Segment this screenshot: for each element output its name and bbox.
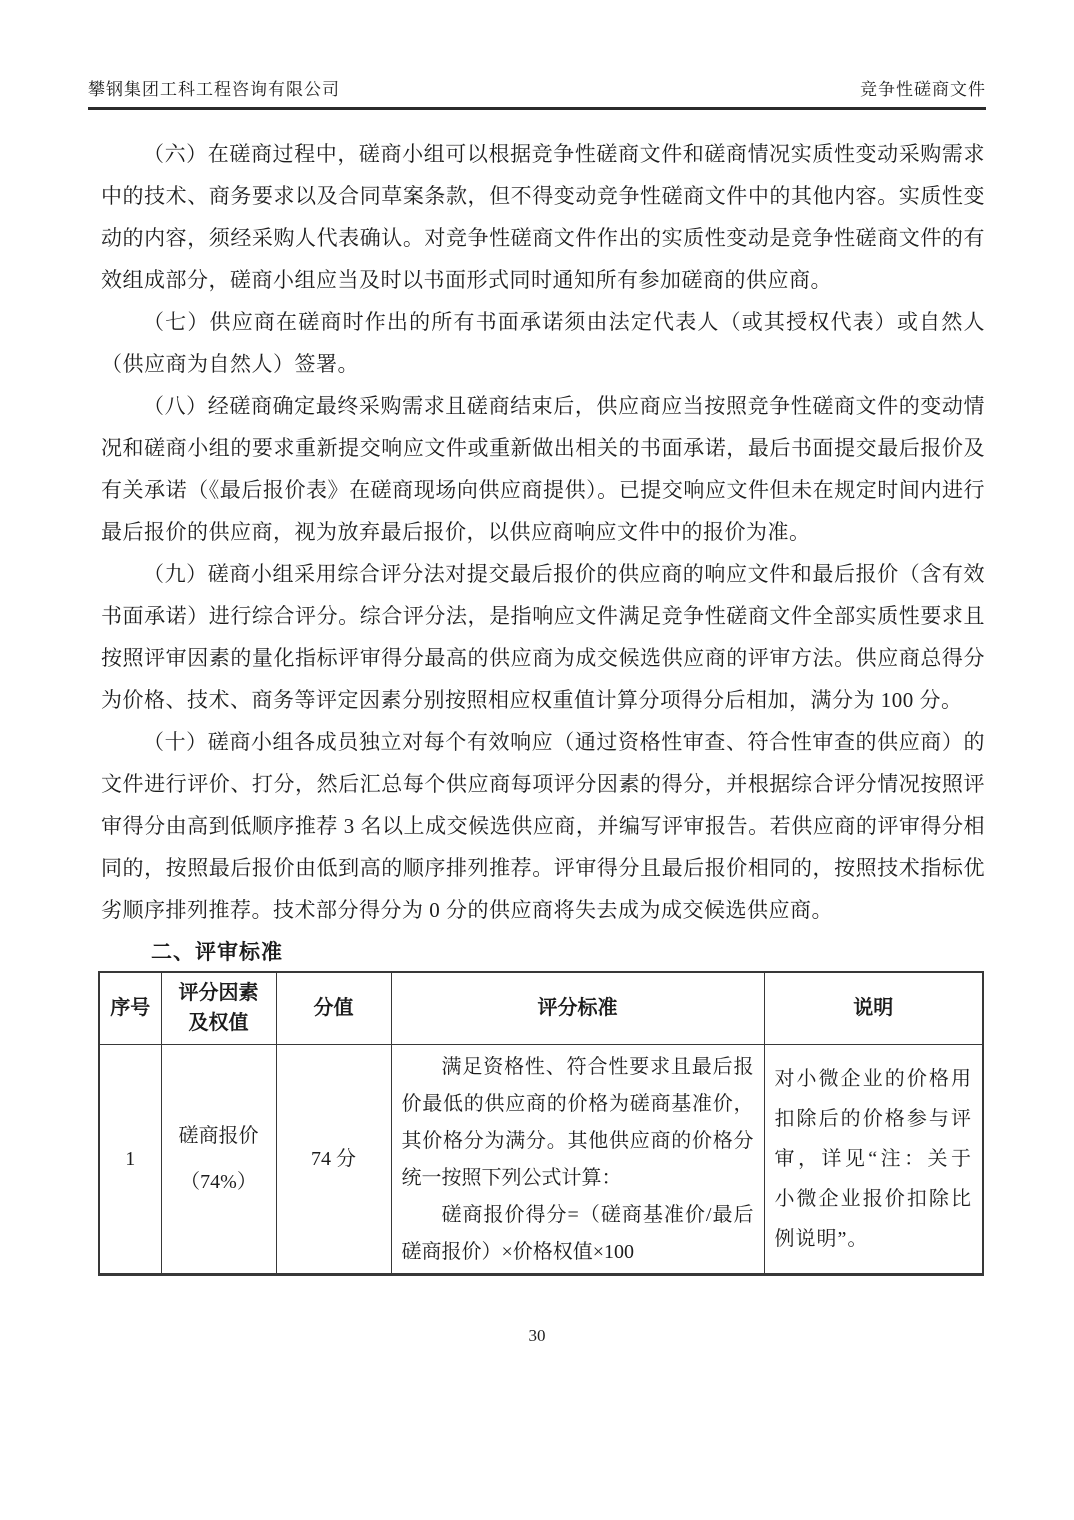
header-doc-title: 竞争性磋商文件 xyxy=(860,80,986,99)
column-header-criteria: 评分标准 xyxy=(391,972,764,1044)
row1-factor-line2: （74%） xyxy=(180,1170,257,1193)
column-header-seq: 序号 xyxy=(99,972,161,1044)
row1-factor xyxy=(161,1044,276,1274)
row1-factor-line1: 磋商报价 xyxy=(178,1124,259,1147)
paragraph-item-6: （六）在磋商过程中，磋商小组可以根据竞争性磋商文件和磋商情况实质性变动采购需求中的技术、商务要求以及合同草案条款，但不得变动竞争性磋商文件中的其他内容。实质性变动的内容，须经采购人代表确认。对竞争性磋商文件作出的实质性变动是竞争性磋商文件的有效组成部分，磋商小组应当及时以书面形式同时通知所有参加磋商的供应商。 xyxy=(101,142,985,292)
row1-seq: 1 xyxy=(99,1044,161,1274)
row1-score: 74 分 xyxy=(276,1044,391,1274)
paragraph-item-7: （七）供应商在磋商时作出的所有书面承诺须由法定代表人（或其授权代表）或自然人（供应商为自然人）签署。 xyxy=(101,310,985,376)
page-header xyxy=(88,78,986,102)
header-rule xyxy=(88,107,986,110)
table-row xyxy=(99,1044,983,1274)
evaluation-criteria-table xyxy=(98,971,984,1276)
page-number: 30 xyxy=(528,1325,546,1345)
row1-note-text: 对小微企业的价格用扣除后的价格参与评审，详见“注：关于小微企业报价扣除比例说明”。 xyxy=(774,1067,972,1250)
row1-criteria-text: 满足资格性、符合性要求且最后报价最低的供应商的价格为磋商基准价，其价格分为满分。其他供应商的价格分统一按照下列公式计算： xyxy=(401,1055,754,1189)
table-header-row xyxy=(99,972,983,1044)
paragraph-item-8: （八）经磋商确定最终采购需求且磋商结束后，供应商应当按照竞争性磋商文件的变动情况和磋商小组的要求重新提交响应文件或重新做出相关的书面承诺，最后书面提交最后报价及有关承诺（《最后报价表》在磋商现场向供应商提供）。已提交响应文件但未在规定时间内进行最后报价的供应商，视为放弃最后报价，以供应商响应文件中的报价为准。 xyxy=(101,394,985,544)
column-header-factor xyxy=(161,972,276,1044)
paragraph-item-10: （十）磋商小组各成员独立对每个有效响应（通过资格性审查、符合性审查的供应商）的文件进行评价、打分，然后汇总每个供应商每项评分因素的得分，并根据综合评分情况按照评审得分由高到低顺序推荐 3 名以上成交候选供应商，并编写评审报告。若供应商的评审得分相同的，按照最后报价由低到高的顺序排列推荐。评审得分且最后报价相同的，按照技术指标优劣顺序排列推荐。技术部分得分为 0 分的供应商将失去成为成交候选供应商。 xyxy=(101,730,985,922)
row1-criteria-formula: 磋商报价得分=（磋商基准价/最后磋商报价）×价格权值×100 xyxy=(401,1203,754,1263)
column-header-factor-line1: 评分因素 xyxy=(178,982,259,1005)
document-body xyxy=(101,133,985,968)
header-company-name: 攀钢集团工科工程咨询有限公司 xyxy=(88,80,340,99)
section-heading-evaluation-criteria: 二、评审标准 xyxy=(151,940,283,964)
column-header-score: 分值 xyxy=(276,972,391,1044)
row1-criteria xyxy=(391,1044,764,1274)
column-header-note: 说明 xyxy=(764,972,983,1044)
paragraph-item-9: （九）磋商小组采用综合评分法对提交最后报价的供应商的响应文件和最后报价（含有效书面承诺）进行综合评分。综合评分法，是指响应文件满足竞争性磋商文件全部实质性要求且按照评审因素的量化指标评审得分最高的供应商为成交候选供应商的评审方法。供应商总得分为价格、技术、商务等评定因素分别按照相应权重值计算分项得分后相加，满分为 100 分。 xyxy=(101,562,985,712)
row1-note xyxy=(764,1044,983,1274)
column-header-factor-line2: 及权值 xyxy=(188,1012,249,1035)
